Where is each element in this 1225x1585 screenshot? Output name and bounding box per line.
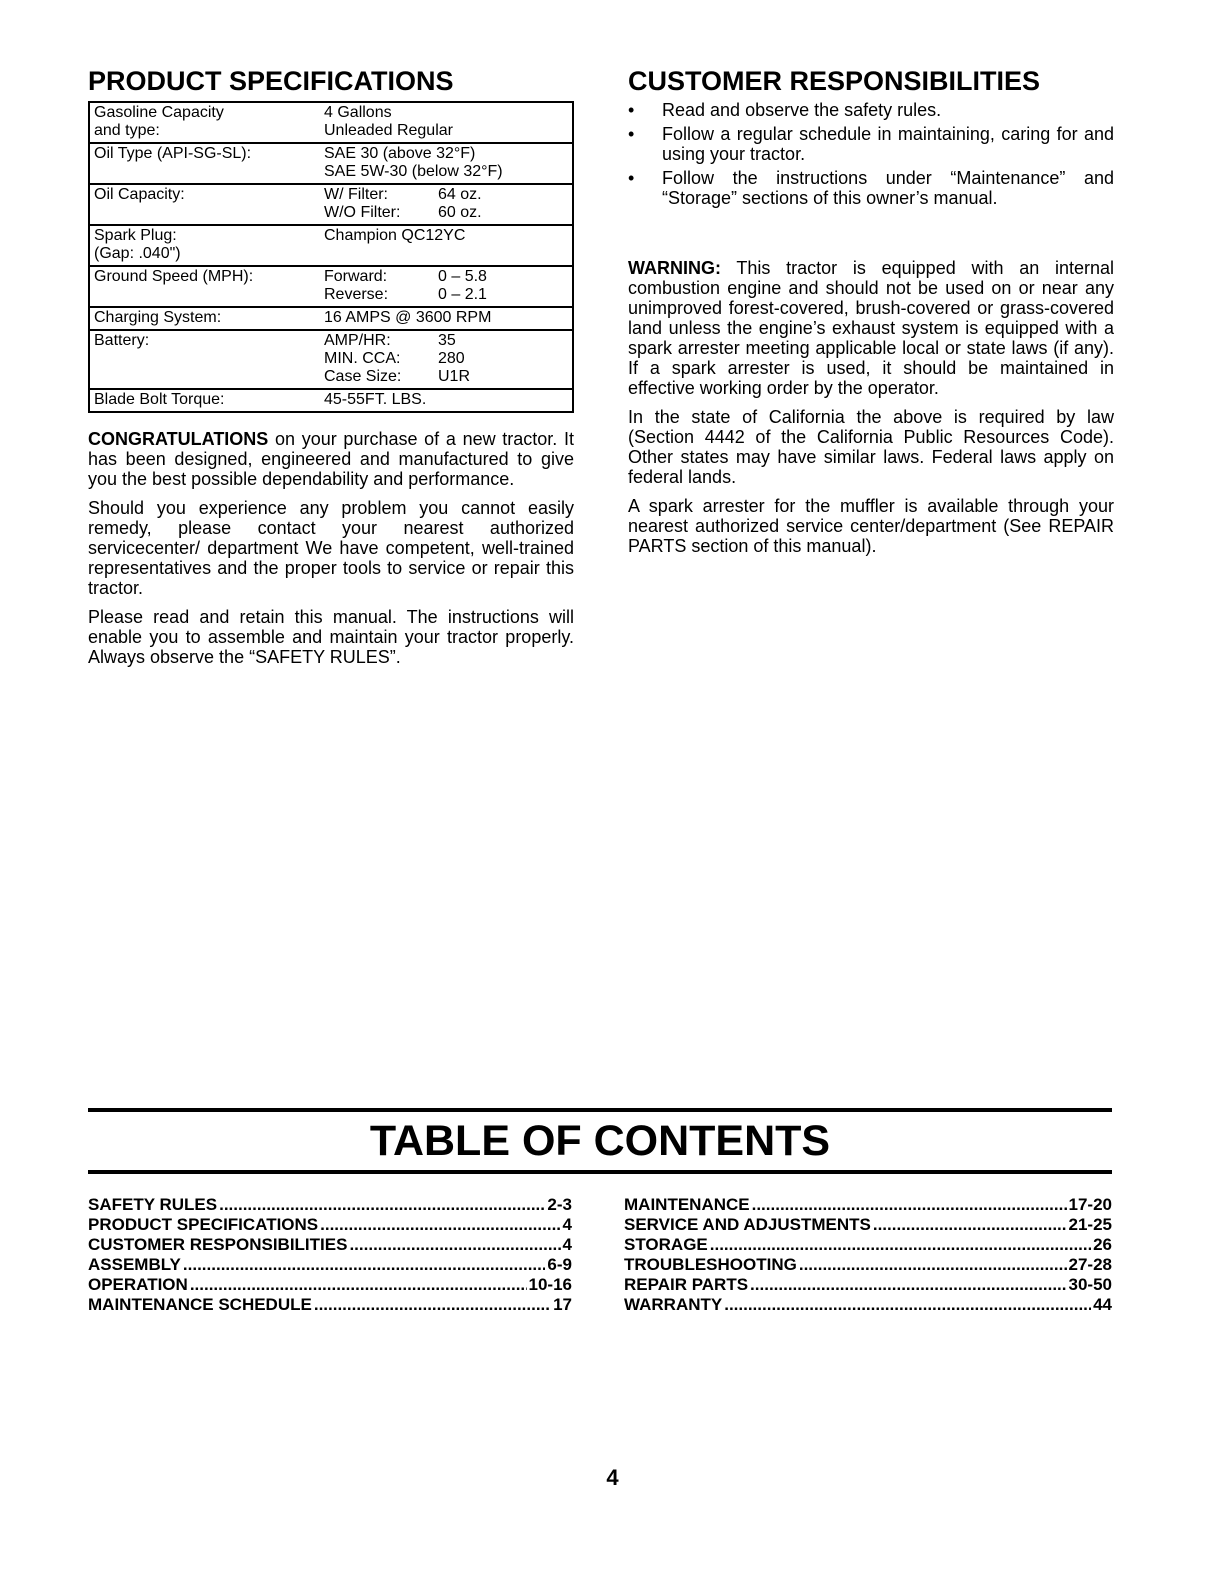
toc-entry-label: MAINTENANCE SCHEDULE	[88, 1295, 312, 1314]
spec-value	[320, 184, 573, 225]
toc-entry-label: SAFETY RULES	[88, 1195, 218, 1214]
spec-value	[320, 330, 573, 389]
toc-entry[interactable]	[624, 1275, 1112, 1295]
bullet-icon: •	[628, 168, 635, 188]
spec-label-line: Ground Speed (MPH):	[94, 268, 254, 285]
spec-pair-key: W/ Filter:	[324, 186, 388, 203]
spec-row	[89, 266, 573, 307]
spec-pair	[324, 368, 568, 386]
spec-row	[89, 184, 573, 225]
toc-dot-leader	[349, 1235, 560, 1255]
toc-entry-pages: 10-16	[528, 1275, 572, 1294]
toc-top-rule	[88, 1108, 1112, 1112]
spec-pair	[324, 268, 568, 286]
toc-entry[interactable]	[624, 1255, 1112, 1275]
spec-label	[89, 225, 320, 266]
spec-pair-key: Case Size:	[324, 368, 402, 385]
spec-row	[89, 143, 573, 184]
specifications-table	[88, 101, 574, 413]
warning-text: This tractor is equipped with an internal combustion engine and should not be used on or near any unimproved forest-covered, brush-covered or grass-covered land unless the engine’s exhaust system is equipped with a spark arrester meeting applicable local or state laws (if any). If a spark arrester is used, it should be maintained in effective working order by the operator.	[628, 258, 1114, 398]
spec-label-line: (Gap: .040")	[94, 245, 181, 262]
responsibility-text: Read and observe the safety rules.	[662, 100, 942, 120]
toc-entry-pages: 4	[562, 1215, 572, 1234]
toc-entry[interactable]	[88, 1275, 572, 1295]
spec-label-line: Oil Capacity:	[94, 186, 185, 203]
spec-pair-value: 60 oz.	[438, 204, 482, 221]
spec-value-line: Champion QC12YC	[324, 227, 466, 244]
spec-label-line: Spark Plug:	[94, 227, 177, 244]
responsibility-item	[628, 100, 1114, 120]
toc-entry[interactable]	[624, 1295, 1112, 1315]
spec-value	[320, 307, 573, 330]
spec-label	[89, 184, 320, 225]
toc-entry-label: STORAGE	[624, 1235, 708, 1254]
responsibility-item	[628, 124, 1114, 164]
spec-row	[89, 102, 573, 143]
spec-label	[89, 266, 320, 307]
toc-entry-pages: 6-9	[547, 1255, 572, 1274]
toc-dot-leader	[183, 1255, 546, 1275]
spark-arrester-paragraph: A spark arrester for the muffler is available through your nearest authorized service center/department (See REPAIR PARTS section of this manual).	[628, 496, 1114, 556]
toc-left-column	[88, 1195, 572, 1315]
problem-paragraph: Should you experience any problem you cannot easily remedy, please contact your nearest authorized servicecenter/ department We have competent, well-trained representatives and the proper tools to service or repair this tractor.	[88, 498, 574, 598]
warning-lead: WARNING:	[628, 258, 721, 278]
toc-entry-pages: 21-25	[1068, 1215, 1112, 1234]
retain-manual-paragraph: Please read and retain this manual. The instructions will enable you to assemble and maintain your tractor properly. Always observe the “SAFETY RULES”.	[88, 607, 574, 667]
product-specifications-title: PRODUCT SPECIFICATIONS	[88, 66, 454, 96]
spec-pair	[324, 350, 568, 368]
toc-entry-label: SERVICE AND ADJUSTMENTS	[624, 1215, 871, 1234]
spec-pair	[324, 286, 568, 304]
spec-pair-key: W/O Filter:	[324, 204, 401, 221]
toc-entry[interactable]	[624, 1215, 1112, 1235]
congratulations-lead: CONGRATULATIONS	[88, 429, 269, 449]
toc-entry[interactable]	[88, 1255, 572, 1275]
toc-entry-pages: 27-28	[1068, 1255, 1112, 1274]
spec-value-line: 16 AMPS @ 3600 RPM	[324, 309, 492, 326]
spec-value-line: SAE 30 (above 32°F)	[324, 145, 476, 162]
toc-dot-leader	[710, 1235, 1091, 1255]
bullet-icon: •	[628, 124, 635, 144]
congratulations-text: on your purchase of a new tractor. It has been designed, engineered and manufactured to give you the best possible dependability and performance.	[88, 429, 574, 489]
toc-entry-pages: 2-3	[547, 1195, 572, 1214]
toc-title: TABLE OF CONTENTS	[369, 1117, 831, 1165]
spec-pair-key: Forward:	[324, 268, 388, 285]
spec-value	[320, 143, 573, 184]
california-paragraph: In the state of California the above is required by law (Section 4442 of the California Public Resources Code). Other states may have similar laws. Federal laws apply on federal lands.	[628, 407, 1114, 487]
responsibility-text: Follow a regular schedule in maintaining, caring for and using your tractor.	[662, 124, 1114, 164]
toc-dot-leader	[190, 1275, 527, 1295]
spec-label-line: and type:	[94, 122, 160, 139]
spec-pair-key: MIN. CCA:	[324, 350, 401, 367]
toc-entry-label: CUSTOMER RESPONSIBILITIES	[88, 1235, 348, 1254]
toc-entry[interactable]	[88, 1235, 572, 1255]
spec-value-line: 45-55FT. LBS.	[324, 391, 427, 408]
spec-pair-value: 280	[438, 350, 465, 367]
toc-entry-pages: 26	[1093, 1235, 1112, 1254]
left-column	[88, 66, 574, 676]
spec-label	[89, 307, 320, 330]
spec-label	[89, 143, 320, 184]
toc-entry[interactable]	[624, 1235, 1112, 1255]
toc-entry[interactable]	[88, 1215, 572, 1235]
spec-pair-value: U1R	[438, 368, 471, 385]
spec-label	[89, 389, 320, 412]
spec-pair-key: AMP/HR:	[324, 332, 391, 349]
toc-entry-label: PRODUCT SPECIFICATIONS	[88, 1215, 319, 1234]
toc-entry-pages: 44	[1093, 1295, 1112, 1314]
right-column	[628, 66, 1114, 565]
toc-right-column	[624, 1195, 1112, 1315]
spec-pair-key: Reverse:	[324, 286, 389, 303]
toc-entry-label: MAINTENANCE	[624, 1195, 750, 1214]
spec-pair	[324, 332, 568, 350]
customer-responsibilities-title: CUSTOMER RESPONSIBILITIES	[628, 66, 1041, 96]
toc-dot-leader	[724, 1295, 1091, 1315]
spec-row	[89, 330, 573, 389]
spec-label-line: Charging System:	[94, 309, 222, 326]
toc-dot-leader	[873, 1215, 1067, 1235]
spec-pair-value: 35	[438, 332, 456, 349]
page-number: 4	[606, 1465, 619, 1490]
toc-entry-label: WARRANTY	[624, 1295, 723, 1314]
toc-entry-pages: 17	[553, 1295, 572, 1314]
toc-entry-pages: 4	[562, 1235, 572, 1254]
spec-pair	[324, 186, 568, 204]
congratulations-paragraph	[88, 429, 574, 489]
toc-entry-pages: 30-50	[1068, 1275, 1112, 1294]
spec-pair-value: 0 – 2.1	[438, 286, 487, 303]
responsibility-text: Follow the instructions under “Maintenance” and “Storage” sections of this owner’s manual.	[662, 168, 1114, 208]
spec-label-line: Blade Bolt Torque:	[94, 391, 225, 408]
toc-dot-leader	[750, 1275, 1066, 1295]
toc-entry[interactable]	[88, 1295, 572, 1315]
spec-pair-value: 64 oz.	[438, 186, 482, 203]
toc-entry-label: TROUBLESHOOTING	[624, 1255, 797, 1274]
spec-label-line: Oil Type (API-SG-SL):	[94, 145, 252, 162]
spec-label-line: Battery:	[94, 332, 150, 349]
spec-row	[89, 225, 573, 266]
responsibilities-list	[628, 100, 1114, 208]
toc-entry-pages: 17-20	[1068, 1195, 1112, 1214]
spec-label	[89, 102, 320, 143]
toc-dot-leader	[799, 1255, 1067, 1275]
toc-entry-label: REPAIR PARTS	[624, 1275, 749, 1294]
spec-pair-value: 0 – 5.8	[438, 268, 487, 285]
spec-value-line: Unleaded Regular	[324, 122, 453, 139]
toc-bottom-rule	[88, 1170, 1112, 1174]
responsibility-item	[628, 168, 1114, 208]
toc-dot-leader	[219, 1195, 545, 1215]
toc-dot-leader	[314, 1295, 551, 1315]
toc-entry[interactable]	[88, 1195, 572, 1215]
toc-entry-label: OPERATION	[88, 1275, 188, 1294]
spec-value	[320, 266, 573, 307]
spec-value	[320, 102, 573, 143]
spec-value-line: SAE 5W-30 (below 32°F)	[324, 163, 503, 180]
toc-entry[interactable]	[624, 1195, 1112, 1215]
spec-row	[89, 307, 573, 330]
spec-label	[89, 330, 320, 389]
warning-paragraph	[628, 258, 1114, 398]
spec-value-line: 4 Gallons	[324, 104, 392, 121]
spec-label-line: Gasoline Capacity	[94, 104, 224, 121]
spec-pair	[324, 204, 568, 222]
toc-dot-leader	[752, 1195, 1067, 1215]
bullet-icon: •	[628, 100, 635, 120]
spec-row	[89, 389, 573, 412]
toc-dot-leader	[320, 1215, 560, 1235]
toc-entry-label: ASSEMBLY	[88, 1255, 181, 1274]
spec-value	[320, 225, 573, 266]
spec-value	[320, 389, 573, 412]
